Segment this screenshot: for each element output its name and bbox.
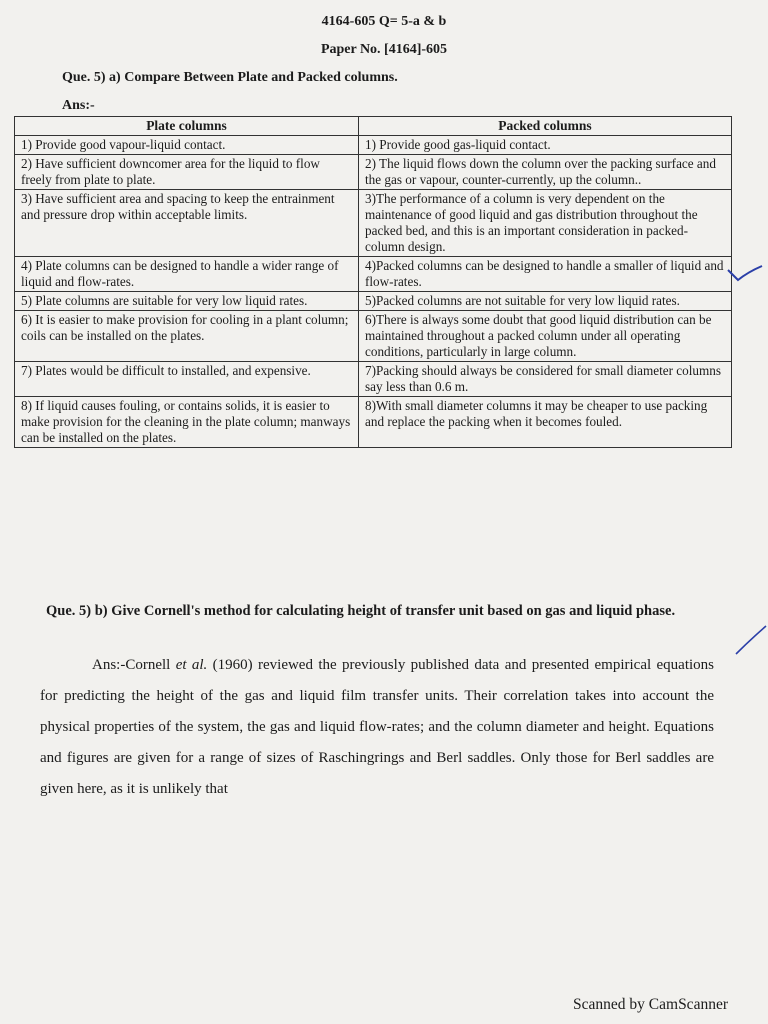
plate-cell: 5) Plate columns are suitable for very low liquid rates. xyxy=(15,292,359,311)
table-row xyxy=(15,155,732,190)
table-row xyxy=(15,257,732,292)
table-header-row xyxy=(15,117,732,136)
scanner-watermark: Scanned by CamScanner xyxy=(573,996,728,1013)
table-row xyxy=(15,311,732,362)
plate-cell: 8) If liquid causes fouling, or contains solids, it is easier to make provision for the cleaning in the plate column; manways can be installed on the plates. xyxy=(15,397,359,448)
paper-code: 4164-605 Q= 5-a & b xyxy=(321,14,447,29)
answer-prefix: Ans:-Cornell xyxy=(92,657,176,673)
packed-cell: 4)Packed columns can be designed to handle a smaller of liquid and flow-rates. xyxy=(359,257,732,292)
header-packed-columns: Packed columns xyxy=(359,117,732,136)
plate-cell: 4) Plate columns can be designed to handle a wider range of liquid and flow-rates. xyxy=(15,257,359,292)
plate-cell: 3) Have sufficient area and spacing to keep the entrainment and pressure drop within acceptable limits. xyxy=(15,190,359,257)
table-row xyxy=(15,362,732,397)
paper-number: Paper No. [4164]-605 xyxy=(320,42,448,57)
packed-cell: 1) Provide good gas-liquid contact. xyxy=(359,136,732,155)
packed-cell: 3)The performance of a column is very dependent on the maintenance of good liquid and gas distribution throughout the packed bed, and this is an important consideration in packed-column design. xyxy=(359,190,732,257)
packed-cell: 6)There is always some doubt that good liquid distribution can be maintained throughout a packed column under all operating conditions, particularly in large column. xyxy=(359,311,732,362)
answer-italic: et al. xyxy=(175,657,208,673)
packed-cell: 2) The liquid flows down the column over the packing surface and the gas or vapour, counter-currently, up the column.. xyxy=(359,155,732,190)
packed-cell: 8)With small diameter columns it may be cheaper to use packing and replace the packing when it becomes fouled. xyxy=(359,397,732,448)
header-plate-columns: Plate columns xyxy=(15,117,359,136)
table-row xyxy=(15,136,732,155)
question-5b: Que. 5) b) Give Cornell's method for calculating height of transfer unit based on gas and liquid phase. xyxy=(46,603,676,619)
table-row xyxy=(15,397,732,448)
plate-cell: 2) Have sufficient downcomer area for the liquid to flow freely from plate to plate. xyxy=(15,155,359,190)
comparison-table xyxy=(14,116,732,448)
table-row xyxy=(15,190,732,257)
plate-cell: 6) It is easier to make provision for cooling in a plant column; coils can be installed on the plates. xyxy=(15,311,359,362)
plate-cell: 1) Provide good vapour-liquid contact. xyxy=(15,136,359,155)
packed-cell: 5)Packed columns are not suitable for very low liquid rates. xyxy=(359,292,732,311)
question-5a: Que. 5) a) Compare Between Plate and Packed columns. xyxy=(62,70,398,85)
answer-label: Ans:- xyxy=(62,98,95,113)
pen-slash-mark xyxy=(734,624,768,658)
answer-body: (1960) reviewed the previously published data and presented empirical equations for predicting the height of the gas and liquid film transfer units. Their correlation takes into account the physical properties of the system, the gas and liquid flow-rates; and the column diameter and height. Equations and figures are given for a range of sizes of Raschingrings and Berl saddles. Only those for Berl saddles are given here, as it is unlikely that xyxy=(40,657,715,797)
answer-paragraph xyxy=(40,650,714,805)
packed-cell: 7)Packing should always be considered for small diameter columns say less than 0.6 m. xyxy=(359,362,732,397)
plate-cell: 7) Plates would be difficult to installed, and expensive. xyxy=(15,362,359,397)
table-row xyxy=(15,292,732,311)
pen-tick-mark xyxy=(726,262,764,284)
